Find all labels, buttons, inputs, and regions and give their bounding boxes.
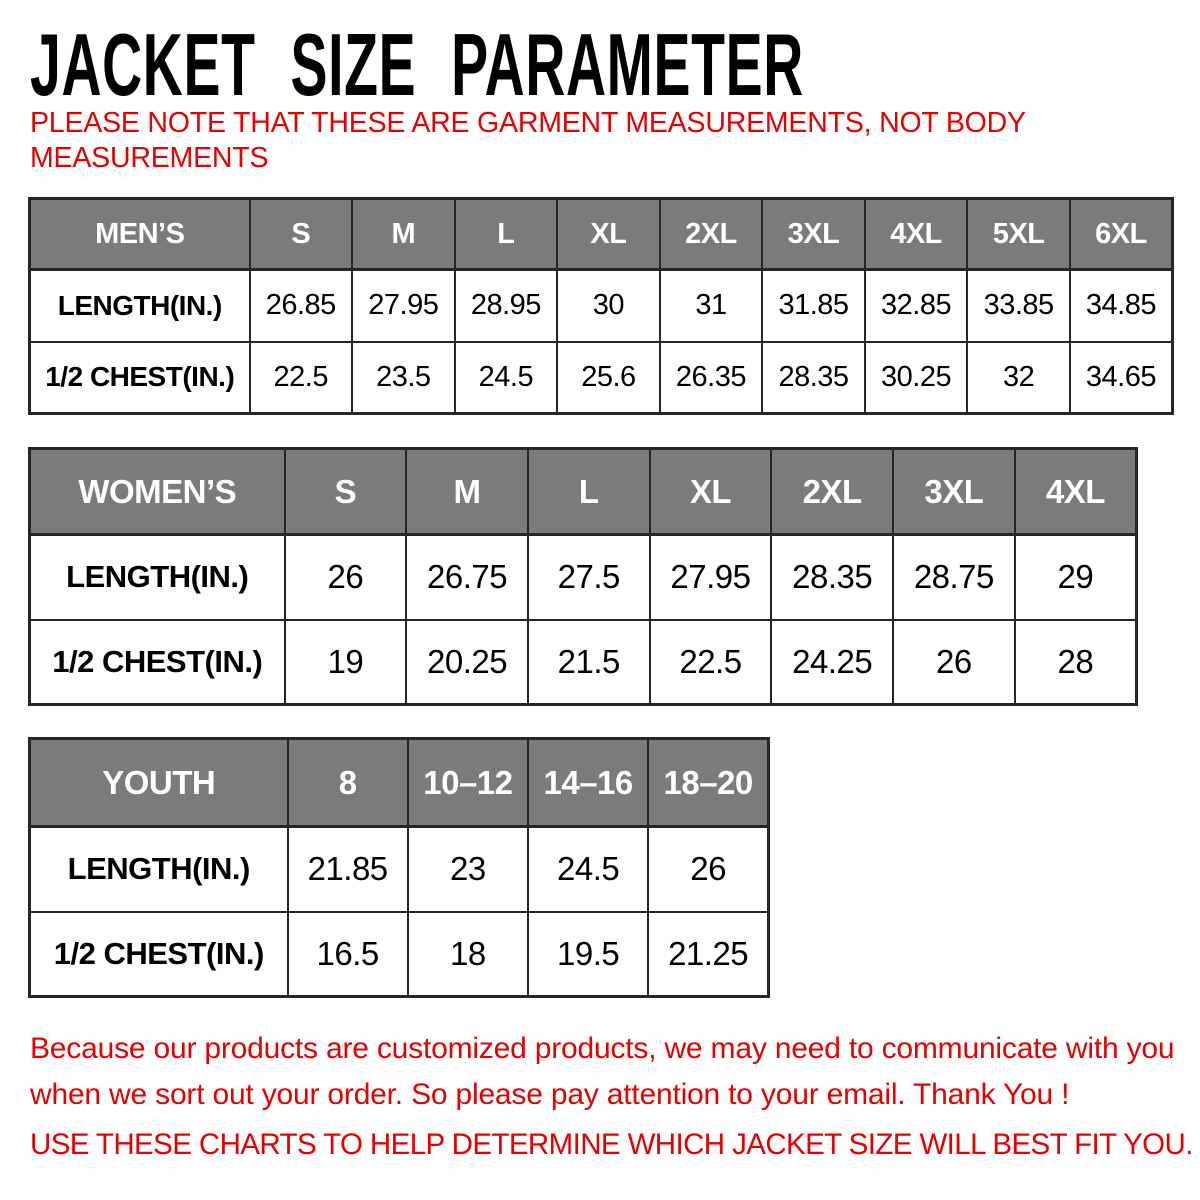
size-column-header: L <box>528 449 650 535</box>
size-column-header: 10–12 <box>408 739 528 827</box>
size-value-cell: 28 <box>1015 620 1137 705</box>
size-value-cell: 23.5 <box>352 342 455 414</box>
size-value-cell: 28.35 <box>762 342 865 414</box>
measurement-row <box>30 342 1173 414</box>
size-value-cell: 30 <box>557 270 660 342</box>
size-value-cell: 21.85 <box>288 827 408 912</box>
size-column-header: 4XL <box>1015 449 1137 535</box>
size-column-header: M <box>352 199 455 270</box>
page-title: JACKET SIZE PARAMETER <box>30 15 804 114</box>
size-value-cell: 26 <box>893 620 1015 705</box>
size-value-cell: 28.35 <box>771 535 893 620</box>
size-value-cell: 28.95 <box>455 270 558 342</box>
size-column-header: S <box>285 449 407 535</box>
size-column-header: 4XL <box>865 199 968 270</box>
size-value-cell: 33.85 <box>967 270 1070 342</box>
size-column-header: M <box>406 449 528 535</box>
row-label: 1/2 CHEST(IN.) <box>30 620 285 705</box>
size-value-cell: 22.5 <box>650 620 772 705</box>
size-value-cell: 25.6 <box>557 342 660 414</box>
size-value-cell: 24.25 <box>771 620 893 705</box>
size-column-header: 18–20 <box>648 739 768 827</box>
size-column-header: XL <box>650 449 772 535</box>
size-value-cell: 23 <box>408 827 528 912</box>
size-value-cell: 34.65 <box>1070 342 1173 414</box>
size-value-cell: 29 <box>1015 535 1137 620</box>
size-column-header: 8 <box>288 739 408 827</box>
customization-notice-line-1: Because our products are customized products, we may need to communicate with you <box>30 1032 1175 1065</box>
size-value-cell: 32.85 <box>865 270 968 342</box>
size-value-cell: 26.35 <box>660 342 763 414</box>
note-line-2: MEASUREMENTS <box>30 142 269 174</box>
size-value-cell: 21.5 <box>528 620 650 705</box>
size-column-header: XL <box>557 199 660 270</box>
size-value-cell: 31.85 <box>762 270 865 342</box>
size-value-cell: 27.95 <box>352 270 455 342</box>
table-title: YOUTH <box>30 739 288 827</box>
size-value-cell: 26 <box>285 535 407 620</box>
size-column-header: 14–16 <box>528 739 648 827</box>
size-value-cell: 18 <box>408 912 528 997</box>
mens-size-table <box>28 197 1174 415</box>
measurement-row <box>30 912 769 997</box>
garment-measurement-note <box>30 106 1026 176</box>
size-value-cell: 26 <box>648 827 768 912</box>
size-value-cell: 22.5 <box>250 342 353 414</box>
customization-notice-line-2: when we sort out your order. So please pay attention to your email. Thank You ! <box>30 1078 1070 1111</box>
size-header-row <box>30 449 1137 535</box>
row-label: LENGTH(IN.) <box>30 827 288 912</box>
size-value-cell: 34.85 <box>1070 270 1173 342</box>
row-label: 1/2 CHEST(IN.) <box>30 342 250 414</box>
chart-usage-advice: USE THESE CHARTS TO HELP DETERMINE WHICH JACKET SIZE WILL BEST FIT YOU. <box>30 1128 1193 1161</box>
measurement-row <box>30 620 1137 705</box>
row-label: LENGTH(IN.) <box>30 535 285 620</box>
size-column-header: S <box>250 199 353 270</box>
note-line-1: PLEASE NOTE THAT THESE ARE GARMENT MEASUREMENTS, NOT BODY <box>30 107 1026 139</box>
row-label: 1/2 CHEST(IN.) <box>30 912 288 997</box>
size-header-row <box>30 199 1173 270</box>
size-column-header: 5XL <box>967 199 1070 270</box>
size-value-cell: 30.25 <box>865 342 968 414</box>
measurement-row <box>30 535 1137 620</box>
size-value-cell: 26.75 <box>406 535 528 620</box>
size-column-header: 2XL <box>660 199 763 270</box>
size-value-cell: 24.5 <box>528 827 648 912</box>
size-value-cell: 27.95 <box>650 535 772 620</box>
size-value-cell: 28.75 <box>893 535 1015 620</box>
size-column-header: 3XL <box>893 449 1015 535</box>
table-title: MEN’S <box>30 199 250 270</box>
measurement-row <box>30 827 769 912</box>
size-column-header: 3XL <box>762 199 865 270</box>
measurement-row <box>30 270 1173 342</box>
size-column-header: L <box>455 199 558 270</box>
size-header-row <box>30 739 769 827</box>
size-value-cell: 27.5 <box>528 535 650 620</box>
size-value-cell: 21.25 <box>648 912 768 997</box>
size-value-cell: 26.85 <box>250 270 353 342</box>
size-value-cell: 19 <box>285 620 407 705</box>
womens-size-table <box>28 447 1138 706</box>
size-value-cell: 16.5 <box>288 912 408 997</box>
row-label: LENGTH(IN.) <box>30 270 250 342</box>
size-value-cell: 19.5 <box>528 912 648 997</box>
size-column-header: 6XL <box>1070 199 1173 270</box>
size-value-cell: 32 <box>967 342 1070 414</box>
youth-size-table <box>28 737 770 998</box>
customization-notice <box>30 1026 1190 1118</box>
table-title: WOMEN’S <box>30 449 285 535</box>
size-value-cell: 24.5 <box>455 342 558 414</box>
size-value-cell: 31 <box>660 270 763 342</box>
size-column-header: 2XL <box>771 449 893 535</box>
size-value-cell: 20.25 <box>406 620 528 705</box>
